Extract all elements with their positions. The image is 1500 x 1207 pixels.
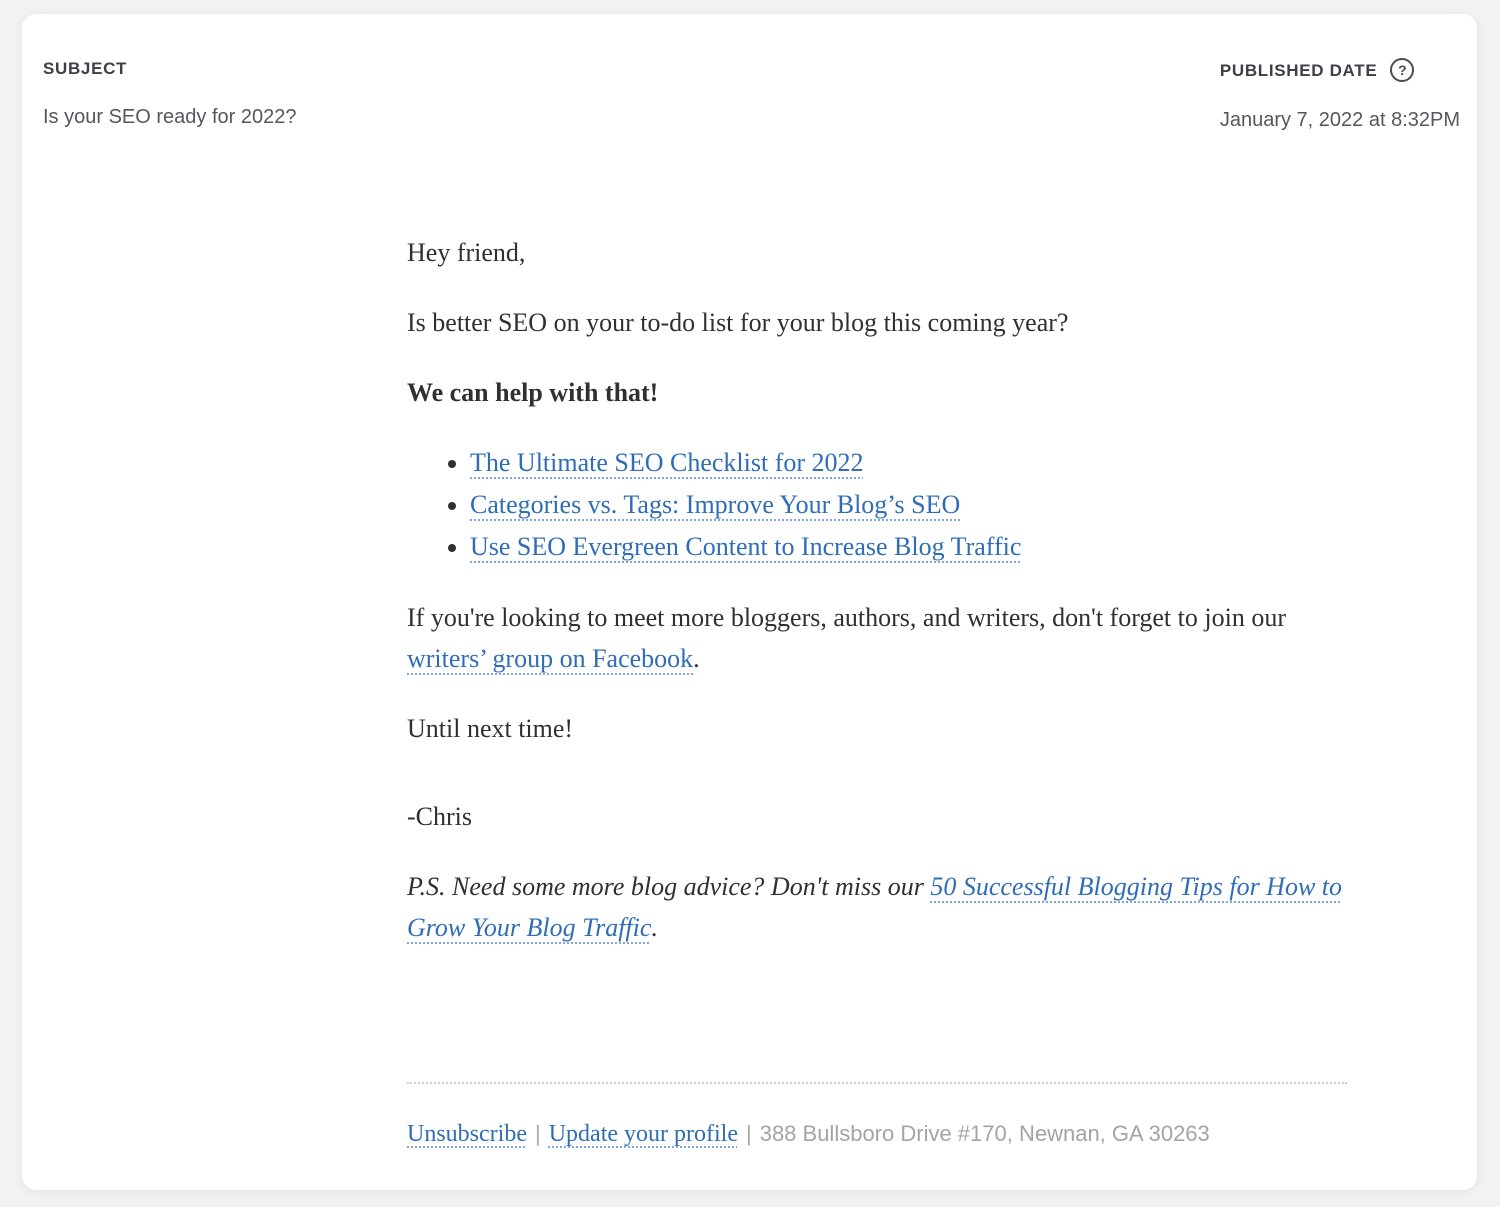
ps-paragraph xyxy=(407,866,1345,948)
blogging-tips-link[interactable]: 50 Successful Blogging Tips for How to Grow Your Blog Traffic xyxy=(407,872,1343,942)
categories-vs-tags-link[interactable]: Categories vs. Tags: Improve Your Blog’s SEO xyxy=(470,490,961,519)
unsubscribe-link[interactable]: Unsubscribe xyxy=(407,1121,527,1147)
footer-separator: | xyxy=(745,1121,752,1146)
facebook-group-link[interactable]: writers’ group on Facebook xyxy=(407,644,694,673)
community-period: . xyxy=(693,644,700,673)
community-text: If you're looking to meet more bloggers, authors, and writers, don't forget to join our xyxy=(407,603,1286,632)
preview-header xyxy=(43,58,1460,132)
question-circle-icon[interactable]: ? xyxy=(1390,58,1414,82)
signature-text: -Chris xyxy=(407,802,472,831)
ps-period: . xyxy=(651,913,658,942)
subject-value: Is your SEO ready for 2022? xyxy=(43,106,297,128)
footer-separator: | xyxy=(534,1121,541,1146)
ps-text: P.S. Need some more blog advice? Don't miss our xyxy=(407,872,931,901)
evergreen-content-link[interactable]: Use SEO Evergreen Content to Increase Blog Traffic xyxy=(470,532,1022,561)
greeting-text: Hey friend, xyxy=(407,238,526,267)
email-preview-card xyxy=(22,14,1477,1190)
published-date-value: January 7, 2022 at 8:32PM xyxy=(1219,109,1460,131)
list-item xyxy=(470,526,1345,568)
intro-text: Is better SEO on your to-do list for your blog this coming year? xyxy=(407,308,1069,337)
subject-label: SUBJECT xyxy=(43,59,128,78)
list-item xyxy=(470,442,1345,484)
closing-text: Until next time! xyxy=(407,714,574,743)
email-body xyxy=(407,232,1345,977)
subject-block xyxy=(43,58,296,129)
emphasis-text: We can help with that! xyxy=(407,378,659,407)
published-date-block xyxy=(1220,58,1460,132)
community-paragraph xyxy=(407,597,1345,679)
sender-address: 388 Bullsboro Drive #170, Newnan, GA 30263 xyxy=(759,1121,1210,1146)
resource-link-list xyxy=(407,442,1345,568)
email-footer xyxy=(407,1082,1347,1148)
seo-checklist-link[interactable]: The Ultimate SEO Checklist for 2022 xyxy=(470,448,864,477)
update-profile-link[interactable]: Update your profile xyxy=(548,1121,738,1147)
published-date-label: PUBLISHED DATE xyxy=(1219,60,1378,80)
list-item xyxy=(470,484,1345,526)
